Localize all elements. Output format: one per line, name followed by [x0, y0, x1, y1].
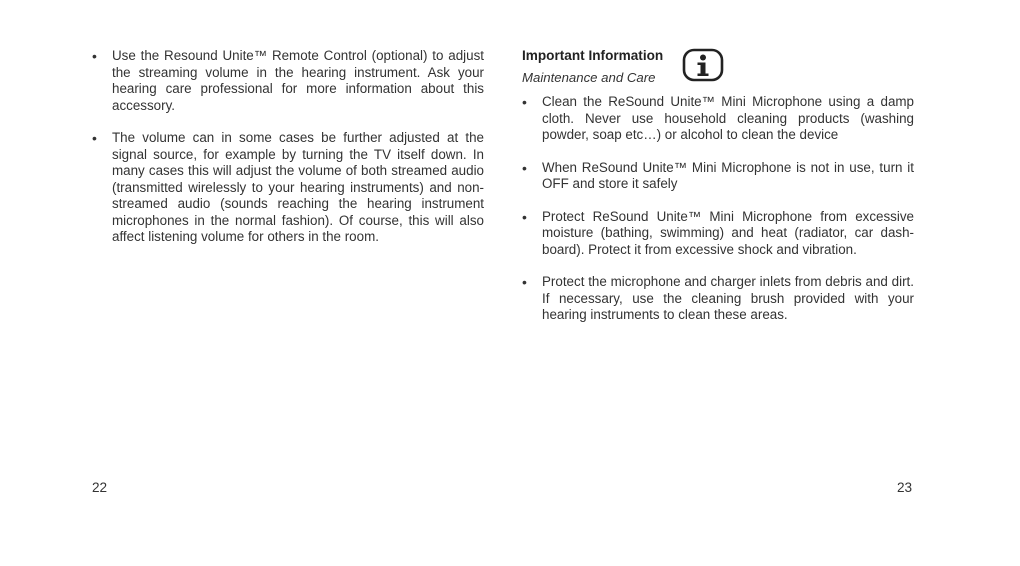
section-heading: Important Information	[522, 48, 664, 63]
left-bullet-item	[92, 130, 484, 246]
bullet-dot: •	[522, 208, 527, 225]
bullet-text: Protect the microphone and charger inlets from debris and dirt. If necessary, use the cleaning brush provided with your hearing instruments to clean these areas.	[542, 274, 914, 322]
bullet-dot: •	[92, 130, 97, 146]
section-subheading: Maintenance and Care	[522, 70, 656, 85]
page-number-left: 22	[92, 480, 108, 495]
bullet-text: When ReSound Unite™ Mini Microphone is not in use, turn it OFF and store it safely	[542, 159, 914, 191]
bullet-dot: •	[522, 274, 527, 290]
section-header	[522, 48, 914, 94]
right-bullet-item	[522, 209, 914, 259]
bullet-dot: •	[92, 48, 97, 64]
right-bullet-item	[522, 94, 914, 144]
bullet-text: Use the Resound Unite™ Remote Control (optional) to adjust the streaming volume in the hearing instrument. Ask your hearing care professional for more information about this accessory.	[112, 48, 484, 113]
bullet-dot: •	[522, 159, 527, 176]
right-bullet-item	[522, 160, 914, 193]
page-number-right: 23	[897, 480, 913, 495]
bullet-text: Protect ReSound Unite™ Mini Microphone from excessive moisture (bathing, swimming) and heat (radiator, car dash-board). Protect it from excessive shock and vibration.	[542, 208, 914, 257]
bullet-dot: •	[522, 94, 527, 110]
right-bullet-list	[522, 94, 914, 324]
left-bullet-item	[92, 48, 484, 114]
bullet-text: The volume can in some cases be further adjusted at the signal source, for example by turning the TV itself down. In many cases this will adjust the volume of both streamed audio (transmitted wirelessly to your hearing instruments) and non-streamed audio (sounds reaching the hearing instrument microphones in the normal fashion). Of course, this will also affect listening volume for others in the room.	[112, 130, 484, 244]
bullet-text: Clean the ReSound Unite™ Mini Microphone using a damp cloth. Never use household cleaning products (washing powder, soap etc…) or alcohol to clean the device	[542, 94, 914, 142]
info-icon	[682, 48, 724, 82]
left-bullet-list	[92, 48, 484, 246]
left-page	[92, 48, 484, 262]
right-bullet-item	[522, 274, 914, 324]
right-page	[522, 48, 914, 340]
